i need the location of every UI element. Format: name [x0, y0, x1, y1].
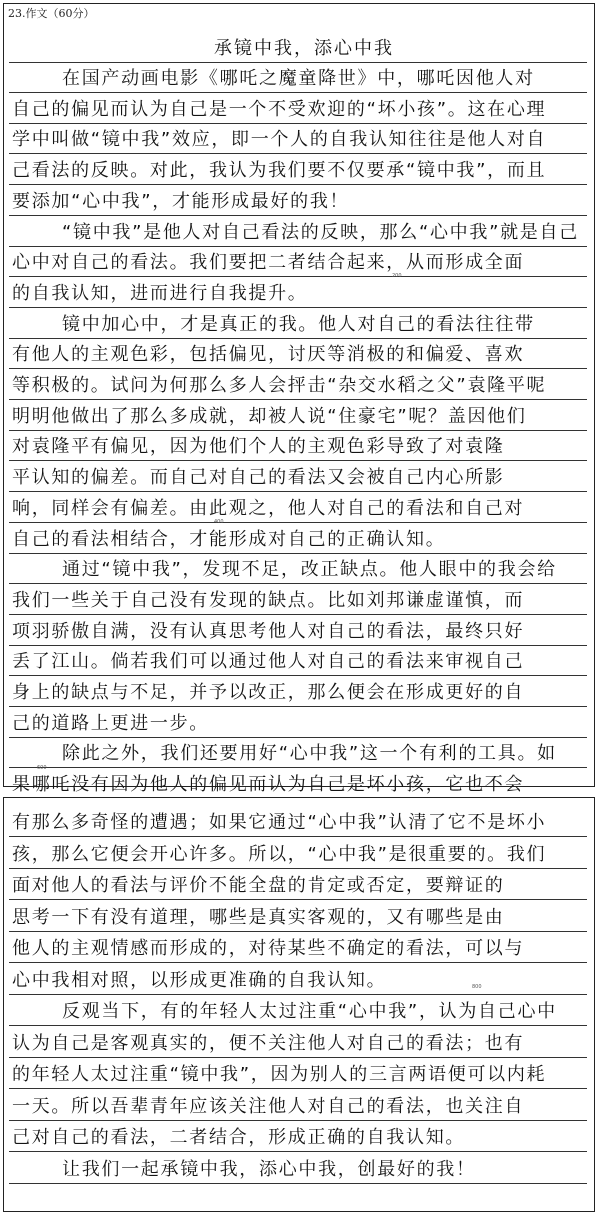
question-label: 23.作文（60分）	[8, 7, 95, 20]
ruled-line	[9, 1088, 587, 1089]
ruled-line	[9, 1151, 587, 1152]
ruled-line	[9, 583, 587, 584]
essay-line: 让我们一起承镜中我，添心中我，创最好的我！	[62, 1158, 476, 1180]
essay-line: 在国产动画电影《哪吒之魔童降世》中，哪吒因他人对	[62, 68, 535, 89]
ruled-line	[9, 1057, 587, 1058]
essay-line: 的自我认知，进而进行自我提升。	[12, 282, 308, 304]
essay-line: 学中叫做“镜中我”效应，即一个人的自我认知往往是他人对自	[12, 129, 547, 151]
essay-line: 项羽骄傲自满，没有认真思考他人对自己的看法，最终只好	[12, 620, 525, 642]
essay-line: 自己的看法相结合，才能形成对自己的正确认知。	[12, 528, 446, 550]
essay-line: 身上的缺点与不足，并予以改正，那么便会在形成更好的自	[12, 682, 525, 703]
essay-line: 自己的偏见而认为自己是一个不受欢迎的“坏小孩”。这在心理	[12, 98, 547, 120]
ruled-line	[9, 92, 587, 93]
ruled-line	[9, 614, 587, 615]
ruled-line	[9, 368, 587, 369]
essay-title: 承镜中我，添心中我	[214, 38, 394, 59]
essay-line: 思考一下有没有道理，哪些是真实客观的，又有哪些是由	[12, 906, 505, 928]
ruled-line	[9, 899, 587, 900]
essay-line: 的年轻人太过注重“镜中我”，因为别人的三言两语便可以内耗	[12, 1064, 547, 1085]
essay-line: “镜中我”是他人对自己看法的反映，那么“心中我”就是自己	[62, 221, 579, 243]
essay-line: 反观当下，有的年轻人太过注重“心中我”，认为自己心中	[62, 1001, 557, 1022]
ruled-line	[9, 338, 587, 339]
ruled-line	[9, 737, 587, 738]
essay-line: 响，同样会有偏差。由此观之，他人对自己的看法和自己对	[12, 497, 525, 519]
answer-sheet-page-2	[3, 797, 595, 1212]
essay-line: 果哪吒没有因为他人的偏见而认为自己是坏小孩，它也不会	[12, 774, 525, 796]
essay-line: 他人的主观情感而形成的，对待某些不确定的看法，可以与	[12, 938, 525, 959]
ruled-line	[9, 430, 587, 431]
ruled-line	[9, 184, 587, 185]
ruled-line	[9, 246, 587, 247]
ruled-line	[9, 994, 587, 995]
essay-line: 平认知的偏差。而自己对自己的看法又会被自己内心所影	[12, 467, 505, 489]
ruled-line	[9, 491, 587, 492]
ruled-line	[9, 1120, 587, 1121]
essay-line: 一天。所以吾辈青年应该关注他人对自己的看法，也关注自	[12, 1095, 525, 1117]
essay-line: 对袁隆平有偏见，因为他们个人的主观色彩导致了对袁隆	[12, 436, 505, 458]
essay-line: 有他人的主观色彩，包括偏见，讨厌等消极的和偏爱、喜欢	[12, 344, 525, 366]
ruled-line	[9, 276, 587, 277]
word-count-mark: 400	[214, 519, 224, 525]
ruled-line	[9, 868, 587, 869]
ruled-line	[9, 153, 587, 154]
ruled-line	[9, 675, 587, 676]
ruled-line	[9, 62, 587, 63]
ruled-line	[9, 123, 587, 124]
ruled-line	[9, 522, 587, 523]
essay-line: 认为自己是客观真实的，便不关注他人对自己的看法；也有	[12, 1032, 525, 1054]
essay-line: 心中我相对照，以形成更准确的自我认知。	[12, 969, 387, 991]
essay-line: 己的道路上更进一步。	[12, 712, 209, 734]
answer-sheet-page-1	[3, 3, 595, 796]
essay-line: 有那么多奇怪的遭遇；如果它通过“心中我”认清了它不是坏小	[12, 812, 547, 833]
essay-line: 面对他人的看法与评价不能全盘的肯定或否定，要辩证的	[12, 875, 505, 896]
essay-line: 等积极的。试问为何那么多人会抨击“杂交水稻之父”袁隆平呢	[12, 375, 547, 396]
essay-line: 己看法的反映。对此，我认为我们要不仅要承“镜中我”，而且	[12, 160, 547, 182]
ruled-line	[9, 215, 587, 216]
essay-line: 要添加“心中我”，才能形成最好的我！	[12, 190, 350, 212]
word-count-mark: 600	[37, 765, 47, 771]
essay-line: 明明他做出了那么多成就，却被人说“住豪宅”呢？盖因他们	[12, 405, 527, 427]
ruled-line	[9, 1183, 587, 1184]
word-count-mark: 800	[472, 984, 482, 990]
essay-line: 通过“镜中我”，发现不足，改正缺点。他人眼中的我会给	[62, 559, 557, 581]
ruled-line	[9, 553, 587, 554]
essay-line: 丢了江山。倘若我们可以通过他人对自己的看法来审视自己	[12, 651, 525, 673]
ruled-line	[9, 962, 587, 963]
ruled-line	[9, 836, 587, 837]
ruled-line	[9, 931, 587, 932]
essay-line: 除此之外，我们还要用好“心中我”这一个有利的工具。如	[62, 743, 557, 765]
essay-line: 己对自己的看法，二者结合，形成正确的自我认知。	[12, 1127, 466, 1148]
ruled-line	[9, 399, 587, 400]
word-count-mark: 200	[392, 273, 402, 279]
ruled-line	[9, 460, 587, 461]
ruled-line	[9, 1025, 587, 1026]
ruled-line	[9, 307, 587, 308]
essay-line: 镜中加心中，才是真正的我。他人对自己的看法往往带	[62, 313, 535, 335]
ruled-line	[9, 645, 587, 646]
ruled-line	[9, 767, 587, 768]
essay-line: 我们一些关于自己没有发现的缺点。比如刘邦谦虚谨慎，而	[12, 589, 525, 611]
essay-line: 孩，那么它便会开心许多。所以，“心中我”是很重要的。我们	[12, 843, 547, 865]
ruled-line	[9, 706, 587, 707]
essay-line: 心中对自己的看法。我们要把二者结合起来，从而形成全面	[12, 252, 525, 274]
